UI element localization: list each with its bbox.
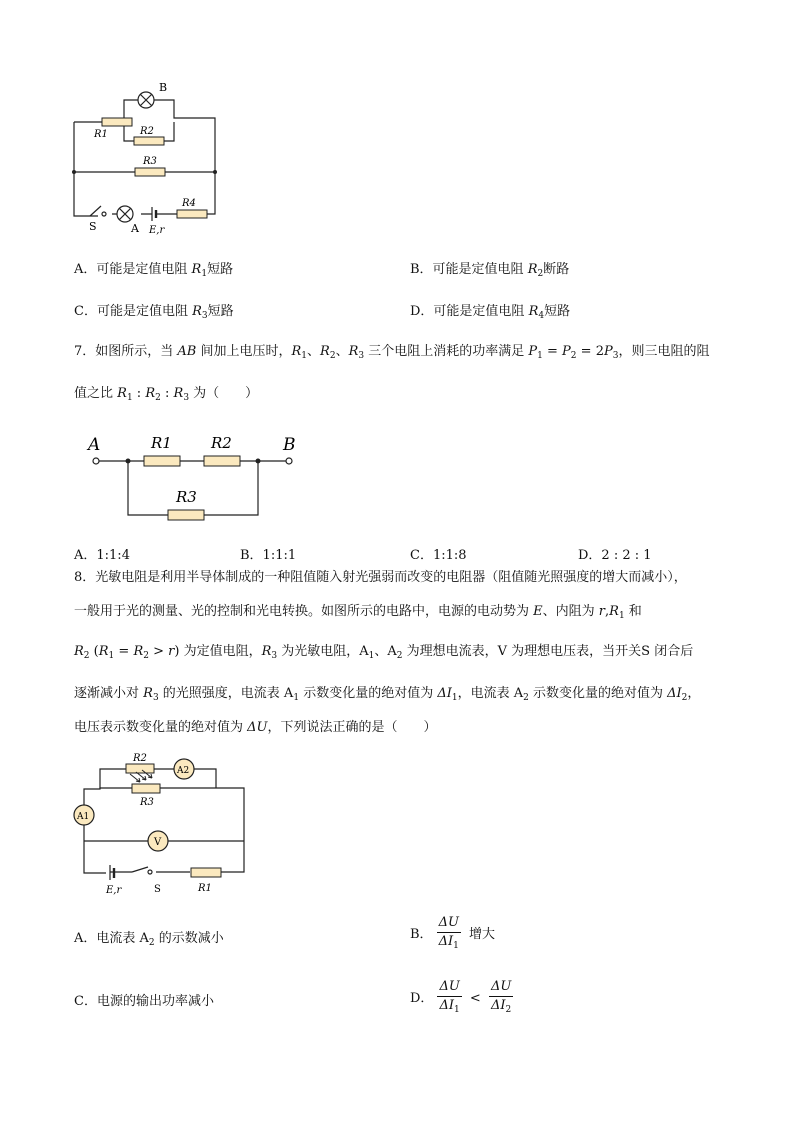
resistor-r4 <box>177 210 207 218</box>
switch-s-icon <box>132 867 152 874</box>
circuit-diagram-q7 <box>84 428 304 528</box>
label-r1: R1 <box>198 883 212 894</box>
q8-stem-line2: 一般用于光的测量、光的控制和光电转换。如图所示的电路中，电源的电动势为 E、内阻为 $r,R_1$ 和 <box>74 604 642 621</box>
resistor-r2 <box>134 137 164 145</box>
resistor-r2 <box>204 456 240 466</box>
label-r1: R1 <box>94 129 108 140</box>
q7-option-a: A．1:1:4 <box>74 548 130 563</box>
resistor-r3 <box>135 168 165 176</box>
label-v: V <box>154 837 162 848</box>
q7-option-c: C．1:1:8 <box>410 548 467 563</box>
q8-option-c: C．电源的输出功率减小 <box>74 994 214 1009</box>
label-s: S <box>154 884 161 895</box>
q8-option-b: B． $\frac{\Delta U}{\Delta I_1}$ 增大 <box>410 915 496 951</box>
label-r3: R3 <box>143 156 157 167</box>
resistor-r1 <box>191 868 221 877</box>
q7-option-d: D．2 : 2 : 1 <box>578 548 652 563</box>
label-b: B <box>159 81 168 94</box>
resistor-r3 <box>168 510 204 520</box>
label-s: S <box>89 220 97 233</box>
label-a2: A2 <box>177 766 190 776</box>
label-r4: R4 <box>182 198 196 209</box>
terminal-a <box>93 458 99 464</box>
label-a: A <box>131 222 139 235</box>
battery-icon <box>152 207 156 221</box>
q6-option-d: D．可能是定值电阻 $R_4$短路 <box>410 304 571 321</box>
switch-s-icon <box>90 206 106 216</box>
label-r2: R2 <box>211 434 232 452</box>
circuit-diagram-q6 <box>60 78 230 238</box>
q6-option-c: C．可能是定值电阻 $R_3$短路 <box>74 304 234 321</box>
q8-stem-line5: 电压表示数变化量的绝对值为 ΔU，下列说法正确的是（ ） <box>74 720 437 735</box>
lamp-a-icon <box>117 206 133 222</box>
label-r3: R3 <box>140 797 154 808</box>
lamp-b-icon <box>138 92 154 108</box>
q7-option-b: B．1:1:1 <box>240 548 297 563</box>
q7-stem-line1: 7．如图所示，当 AB 间加上电压时，$R_1$、$R_2$、$R_3$ 三个电阻上消耗的功率满足 $P_1 = P_2 = 2P_3$，则三电阻的阻 <box>74 344 710 361</box>
q7-stem-line2: 值之比 $R_1$ : $R_2$ : $R_3$ 为（ ） <box>74 386 259 403</box>
q6-option-b: B．可能是定值电阻 $R_2$断路 <box>410 262 570 279</box>
label-r1: R1 <box>151 434 172 452</box>
label-r3: R3 <box>176 488 197 506</box>
q8-stem-line1: 8．光敏电阻是利用半导体制成的一种阻值随入射光强弱而改变的电阻器（阻值随光照强度的增大而减小）， <box>74 570 687 585</box>
q8-option-d: D． $\frac{\Delta U}{\Delta I_1}$ < $\frac{\Delta U}{\Delta I_2}$ <box>410 979 512 1015</box>
label-source: E,r <box>106 885 122 896</box>
label-a: A <box>88 435 101 455</box>
q8-stem-line4: 逐渐减小对 $R_3$ 的光照强度，电流表 $A_1$ 示数变化量的绝对值为 $\Delta I_1$，电流表 $A_2$ 示数变化量的绝对值为 $\Delta I_2$， <box>74 686 701 703</box>
label-source: E,r <box>149 225 165 236</box>
q8-option-a: A．电流表 $A_2$ 的示数减小 <box>74 931 224 948</box>
resistor-r2 <box>126 764 154 773</box>
q8-stem-line3: $R_2$ $(R_1 = R_2 > r)$ 为定值电阻，$R_3$ 为光敏电阻，$A_1$、$A_2$ 为理想电流表，V 为理想电压表，当开关S 闭合后 <box>74 644 694 661</box>
label-r2: R2 <box>140 126 154 137</box>
label-a1: A1 <box>77 812 90 822</box>
circuit-diagram-q8 <box>70 750 260 900</box>
resistor-r1 <box>144 456 180 466</box>
q6-option-a: A．可能是定值电阻 $R_1$短路 <box>74 262 234 279</box>
label-r2: R2 <box>133 753 147 764</box>
resistor-r1 <box>102 118 132 126</box>
terminal-b <box>286 458 292 464</box>
label-b: B <box>283 435 296 455</box>
